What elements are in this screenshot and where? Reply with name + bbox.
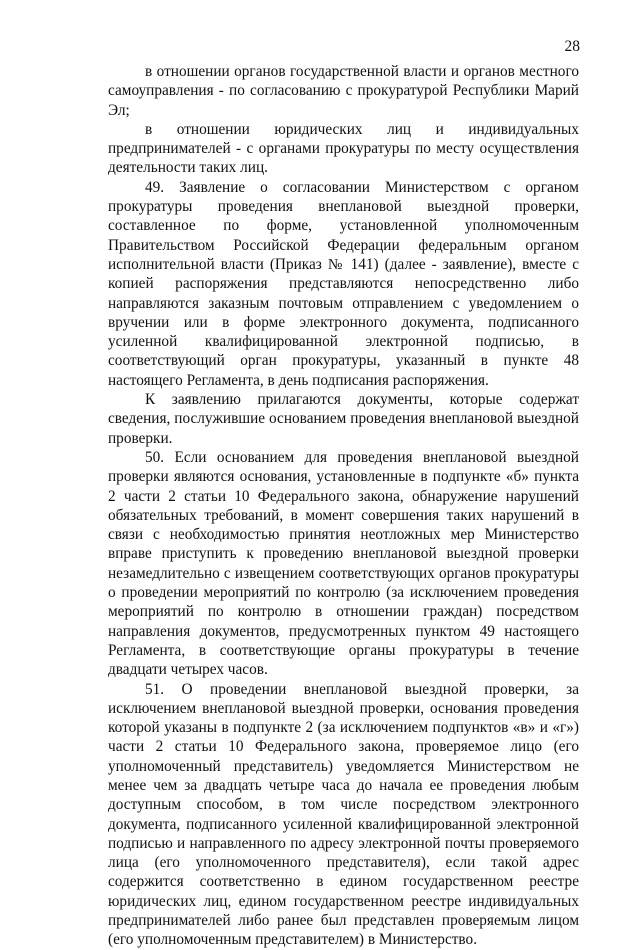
paragraph-49: 49. Заявление о согласовании Министерством с органом прокуратуры проведения внеплановой выездной проверки, составленное по форме, установленной уполномоченным Правительством Российской Федерации федеральным органом исполнительной власти (Приказ № 141) (далее - заявление), вместе с копией распоряжения представляются непосредственно либо направляются заказным почтовым отправлением с уведомлением о вручении или в форме электронного документа, подписанного усиленной квалифицированной электронной подписью, в соответствующий орган прокуратуры, указанный в пункте 48 настоящего Регламента, в день подписания распоряжения. bbox=[108, 178, 579, 389]
paragraph-49-attachments: К заявлению прилагаются документы, которые содержат сведения, послужившие основанием проведения внеплановой выездной проверки. bbox=[108, 391, 579, 447]
paragraph-state-authorities: в отношении органов государственной власти и органов местного самоуправления - по согласованию с прокуратурой Республики Марий Эл; bbox=[108, 63, 579, 119]
paragraph-50: 50. Если основанием для проведения внеплановой выездной проверки являются основания, установленные в подпункте «б» пункта 2 части 2 статьи 10 Федерального закона, обнаружение нарушений обязательных требований, в момент совершения таких нарушений в связи с необходимостью принятия неотложных мер Министерство вправе приступить к проведению внеплановой выездной проверки незамедлительно с извещением соответствующих органов прокуратуры о проведении мероприятий по контролю (за исключением проведения мероприятий по контролю в отношении граждан) посредством направления документов, предусмотренных пунктом 49 настоящего Регламента, в соответствующие органы прокуратуры в течение двадцати четырех часов. bbox=[108, 448, 579, 679]
document-body bbox=[108, 62, 579, 950]
paragraph-51: 51. О проведении внеплановой выездной проверки, за исключением внеплановой выездной проверки, основания проведения которой указаны в подпункте 2 (за исключением подпунктов «в» и «г») части 2 статьи 10 Федерального закона, проверяемое лицо (его уполномоченный представитель) уведомляется Министерством не менее чем за двадцать четыре часа до начала ее проведения любым доступным способом, в том числе посредством электронного документа, подписанного усиленной квалифицированной электронной подписью и направленного по адресу электронной почты проверяемого лица (его уполномоченного представителя), если такой адрес содержится соответственно в едином государственном реестре юридических лиц, едином государственном реестре индивидуальных предпринимателей либо ранее был представлен проверяемым лицом (его уполномоченным представителем) в Министерство. bbox=[108, 680, 579, 949]
paragraph-legal-entities: в отношении юридических лиц и индивидуальных предпринимателей - с органами прокуратуры по месту осуществления деятельности таких лиц. bbox=[108, 120, 579, 177]
page-number: 28 bbox=[564, 38, 580, 55]
